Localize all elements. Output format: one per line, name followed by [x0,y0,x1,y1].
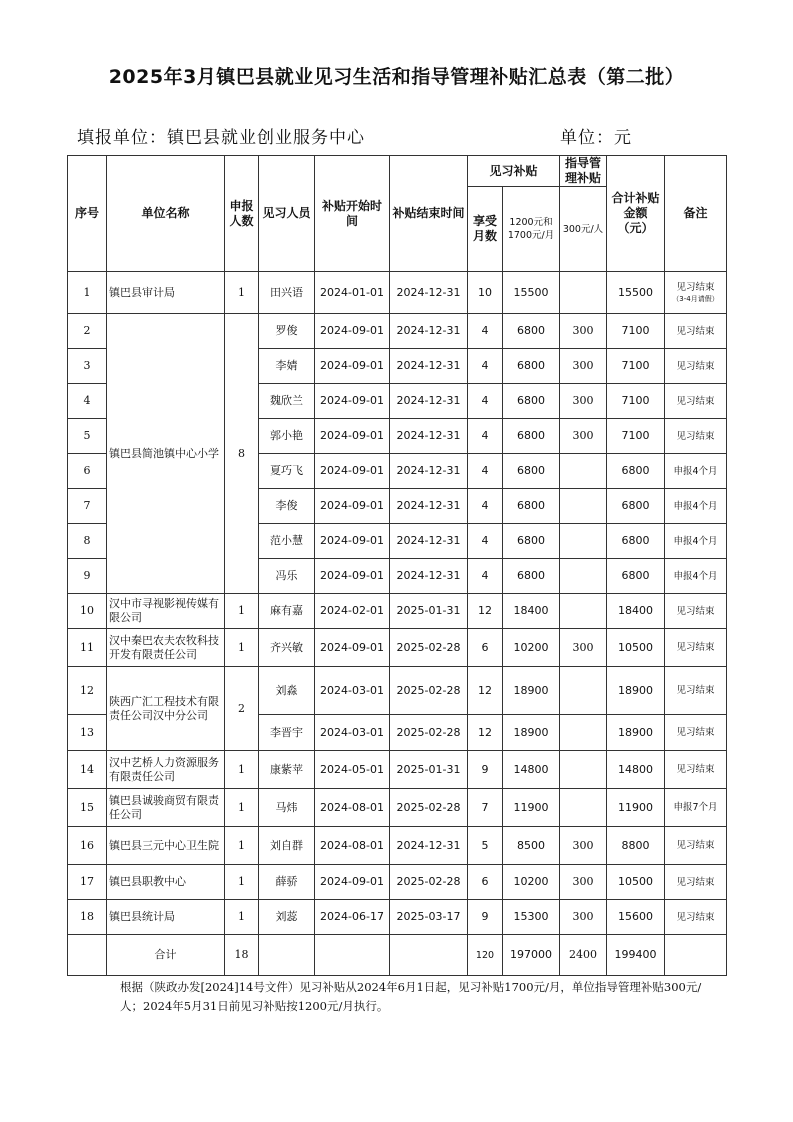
row-start: 2024-09-01 [315,384,390,419]
header-rate: 1200元和1700元/月 [503,187,560,272]
row-months: 6 [468,865,503,900]
row-guide [560,272,607,314]
row-start: 2024-09-01 [315,865,390,900]
table-row [68,314,727,349]
total-empty [390,935,468,976]
row-remark [665,667,727,715]
row-start: 2024-03-01 [315,715,390,751]
row-total: 8800 [607,827,665,865]
row-amount: 15500 [503,272,560,314]
row-guide: 300 [560,827,607,865]
row-person: 李俊 [259,489,315,524]
footnote: 根据（陕政办发[2024]14号文件）见习补贴从2024年6月1日起，见习补贴1700元/月，单位指导管理补贴300元/人；2024年5月31日前见习补贴按1200元/月执行。 [120,980,702,1013]
row-count: 2 [225,667,259,751]
row-seq: 13 [68,715,107,751]
row-start: 2024-03-01 [315,667,390,715]
row-start: 2024-08-01 [315,789,390,827]
row-count: 1 [225,594,259,629]
row-months: 4 [468,559,503,594]
row-remark [665,559,727,594]
row-remark [665,454,727,489]
row-months: 4 [468,489,503,524]
header-total: 合计补贴金额（元） [607,156,665,272]
row-amount: 6800 [503,489,560,524]
row-start: 2024-09-01 [315,524,390,559]
remark-text: 见习结束 [676,325,715,337]
row-end: 2025-03-17 [390,900,468,935]
row-guide [560,789,607,827]
row-end: 2025-02-28 [390,629,468,667]
row-end: 2025-02-28 [390,667,468,715]
row-start: 2024-09-01 [315,559,390,594]
row-remark [665,715,727,751]
row-person: 罗俊 [259,314,315,349]
row-amount: 15300 [503,900,560,935]
row-seq: 4 [68,384,107,419]
remark-text: 见习结束 [676,642,715,653]
row-person: 范小慧 [259,524,315,559]
remark-text: 申报7个月 [673,802,718,813]
row-remark [665,314,727,349]
row-remark [665,900,727,935]
row-total: 7100 [607,349,665,384]
table-row [68,629,727,667]
row-guide: 300 [560,419,607,454]
row-count: 1 [225,629,259,667]
row-remark [665,827,727,865]
row-person: 马炜 [259,789,315,827]
row-end: 2024-12-31 [390,349,468,384]
remark-text: 见习结束 [676,360,715,372]
row-remark [665,349,727,384]
row-org: 镇巴县统计局 [107,900,225,935]
row-seq: 14 [68,751,107,789]
header-end: 补贴结束时间 [390,156,468,272]
row-end: 2025-01-31 [390,594,468,629]
row-months: 4 [468,314,503,349]
row-total: 11900 [607,789,665,827]
header-start: 补贴开始时间 [315,156,390,272]
row-guide [560,559,607,594]
row-amount: 6800 [503,454,560,489]
row-months: 9 [468,900,503,935]
row-person: 李晋宇 [259,715,315,751]
row-months: 7 [468,789,503,827]
row-total: 10500 [607,865,665,900]
remark-text: 见习结束 [676,395,715,407]
row-remark [665,594,727,629]
row-guide [560,594,607,629]
row-end: 2024-12-31 [390,314,468,349]
row-months: 9 [468,751,503,789]
row-total: 6800 [607,489,665,524]
subsidy-table [67,155,727,976]
table-row [68,900,727,935]
row-total: 7100 [607,419,665,454]
header-row [68,156,727,187]
row-months: 12 [468,594,503,629]
row-amount: 11900 [503,789,560,827]
row-seq: 10 [68,594,107,629]
table-row [68,827,727,865]
remark-text: 申报4个月 [673,570,718,582]
row-count: 1 [225,789,259,827]
row-end: 2025-02-28 [390,865,468,900]
row-remark [665,751,727,789]
total-count: 18 [225,935,259,976]
row-total: 14800 [607,751,665,789]
remark-text: 见习结束 [676,840,715,851]
total-amount: 197000 [503,935,560,976]
header-person: 见习人员 [259,156,315,272]
remark-text: 见习结束 [676,764,715,775]
row-amount: 10200 [503,865,560,900]
row-org: 镇巴县审计局 [107,272,225,314]
row-seq: 18 [68,900,107,935]
row-amount: 10200 [503,629,560,667]
row-start: 2024-09-01 [315,314,390,349]
row-total: 18400 [607,594,665,629]
row-guide [560,751,607,789]
row-months: 4 [468,454,503,489]
row-count: 1 [225,827,259,865]
row-seq: 12 [68,667,107,715]
row-total: 15500 [607,272,665,314]
table-row [68,594,727,629]
row-org: 镇巴县三元中心卫生院 [107,827,225,865]
row-start: 2024-09-01 [315,489,390,524]
table-row [68,751,727,789]
header-remark: 备注 [665,156,727,272]
row-person: 齐兴敏 [259,629,315,667]
row-guide [560,667,607,715]
row-start: 2024-08-01 [315,827,390,865]
row-amount: 6800 [503,419,560,454]
row-amount: 18900 [503,667,560,715]
remark-text: 申报4个月 [673,465,718,477]
row-end: 2025-02-28 [390,715,468,751]
row-end: 2024-12-31 [390,559,468,594]
row-start: 2024-02-01 [315,594,390,629]
remark-text: 申报4个月 [673,500,718,512]
total-row [68,935,727,976]
row-guide [560,489,607,524]
row-person: 魏欣兰 [259,384,315,419]
row-guide [560,715,607,751]
header-count: 申报人数 [225,156,259,272]
row-end: 2024-12-31 [390,384,468,419]
row-seq: 11 [68,629,107,667]
header-guide-rate: 300元/人 [560,187,607,272]
row-remark [665,419,727,454]
row-count: 8 [225,314,259,594]
row-seq: 8 [68,524,107,559]
row-seq: 16 [68,827,107,865]
row-months: 10 [468,272,503,314]
row-org: 汉中艺桥人力资源服务有限责任公司 [107,751,225,789]
row-total: 7100 [607,314,665,349]
remark-text: 见习结束 [676,876,715,888]
row-seq: 3 [68,349,107,384]
row-end: 2025-01-31 [390,751,468,789]
row-amount: 18400 [503,594,560,629]
row-end: 2025-02-28 [390,789,468,827]
total-empty [315,935,390,976]
row-seq: 17 [68,865,107,900]
row-org: 汉中市寻视影视传媒有限公司 [107,594,225,629]
row-count: 1 [225,865,259,900]
row-remark [665,865,727,900]
row-person: 李婧 [259,349,315,384]
table-row [68,667,727,715]
row-end: 2024-12-31 [390,454,468,489]
row-org: 镇巴县诚骏商贸有限责任公司 [107,789,225,827]
row-amount: 6800 [503,314,560,349]
row-end: 2024-12-31 [390,272,468,314]
row-person: 薛骄 [259,865,315,900]
row-count: 1 [225,900,259,935]
row-seq: 9 [68,559,107,594]
row-remark [665,789,727,827]
row-total: 6800 [607,559,665,594]
row-guide: 300 [560,865,607,900]
total-sum: 199400 [607,935,665,976]
row-amount: 6800 [503,349,560,384]
row-amount: 6800 [503,384,560,419]
row-start: 2024-09-01 [315,629,390,667]
row-start: 2024-06-17 [315,900,390,935]
row-amount: 18900 [503,715,560,751]
row-seq: 6 [68,454,107,489]
row-org: 汉中秦巴农夫农牧科技开发有限责任公司 [107,629,225,667]
row-guide: 300 [560,900,607,935]
row-total: 18900 [607,667,665,715]
row-remark [665,384,727,419]
row-start: 2024-01-01 [315,272,390,314]
currency-unit: 单位：元 [560,128,632,148]
row-guide [560,524,607,559]
row-amount: 6800 [503,524,560,559]
row-person: 麻有嘉 [259,594,315,629]
row-org: 镇巴县职教中心 [107,865,225,900]
row-remark [665,524,727,559]
total-empty [259,935,315,976]
row-remark [665,489,727,524]
row-guide: 300 [560,314,607,349]
row-guide: 300 [560,384,607,419]
row-remark [665,272,727,314]
page-title: 2025年3月镇巴县就业见习生活和指导管理补贴汇总表（第二批） [108,66,685,88]
row-guide: 300 [560,629,607,667]
row-seq: 15 [68,789,107,827]
row-guide: 300 [560,349,607,384]
row-end: 2024-12-31 [390,419,468,454]
remark-text: 见习结束 [676,430,715,442]
row-seq: 5 [68,419,107,454]
row-person: 刘自群 [259,827,315,865]
header-months: 享受月数 [468,187,503,272]
row-end: 2024-12-31 [390,524,468,559]
row-end: 2024-12-31 [390,827,468,865]
row-total: 6800 [607,454,665,489]
row-org: 陕西广汇工程技术有限责任公司汉中分公司 [107,667,225,751]
header-subsidy: 见习补贴 [468,156,560,187]
total-empty [665,935,727,976]
table-row [68,789,727,827]
header-guide: 指导管理补贴 [560,156,607,187]
row-amount: 6800 [503,559,560,594]
row-person: 田兴语 [259,272,315,314]
row-start: 2024-09-01 [315,349,390,384]
total-label: 合计 [107,935,225,976]
row-start: 2024-09-01 [315,454,390,489]
row-org: 镇巴县简池镇中心小学 [107,314,225,594]
row-seq: 7 [68,489,107,524]
row-amount: 14800 [503,751,560,789]
total-months: 120 [468,935,503,976]
remark-text: 见习结束 [676,911,715,923]
row-count: 1 [225,272,259,314]
remark-text: 见习结束 [676,727,715,738]
row-person: 刘蕊 [259,900,315,935]
row-total: 15600 [607,900,665,935]
remark-note: （3-4月请假） [672,295,719,303]
row-total: 7100 [607,384,665,419]
row-total: 10500 [607,629,665,667]
row-seq: 1 [68,272,107,314]
row-remark [665,629,727,667]
remark-text: 见习结束 [676,685,715,696]
row-months: 12 [468,667,503,715]
row-seq: 2 [68,314,107,349]
row-person: 康紫苹 [259,751,315,789]
row-months: 4 [468,419,503,454]
row-months: 4 [468,384,503,419]
header-seq: 序号 [68,156,107,272]
row-count: 1 [225,751,259,789]
row-months: 4 [468,524,503,559]
header-org: 单位名称 [107,156,225,272]
total-guide: 2400 [560,935,607,976]
remark-text: 见习结束 [676,605,715,617]
row-total: 18900 [607,715,665,751]
remark-text: 见习结束 [676,282,715,293]
row-person: 冯乐 [259,559,315,594]
row-months: 12 [468,715,503,751]
row-amount: 8500 [503,827,560,865]
row-start: 2024-09-01 [315,419,390,454]
total-empty [68,935,107,976]
remark-text: 申报4个月 [673,535,718,547]
row-start: 2024-05-01 [315,751,390,789]
row-total: 6800 [607,524,665,559]
row-months: 5 [468,827,503,865]
row-person: 郭小艳 [259,419,315,454]
row-guide [560,454,607,489]
reporting-unit: 填报单位：镇巴县就业创业服务中心 [77,128,365,148]
table-row [68,865,727,900]
row-months: 6 [468,629,503,667]
row-person: 刘淼 [259,667,315,715]
table-row [68,272,727,314]
row-person: 夏巧飞 [259,454,315,489]
row-end: 2024-12-31 [390,489,468,524]
row-months: 4 [468,349,503,384]
